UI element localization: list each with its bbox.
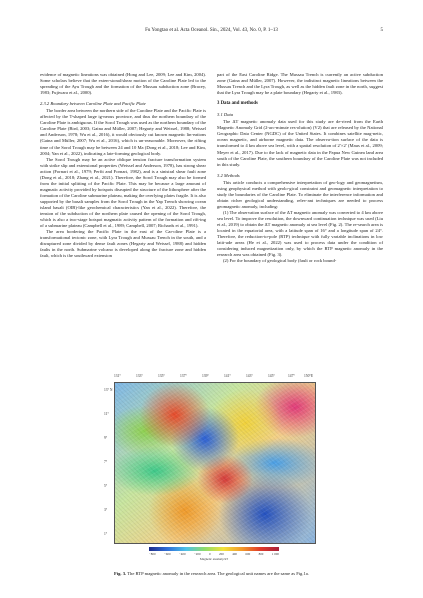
lon-label: 139° [202,374,209,378]
lon-label: 137° [180,374,187,378]
lon-label: 145° [268,374,275,378]
paragraph: evidence of magnetic lineations was obtained (Hong and Lee, 2009; Lee and Kim, 2004). Some scholars believe that the exten-sional/shear motion of the Caroline Plate led to the spreading of the Ayu Trough and the formation of the Mussau subduction zone (Bracey, 1983; Fujiwara et al., 2000). [40,72,206,96]
lon-label: 150°E [304,374,314,378]
paragraph: (1) The observation surface of the ΔT magnetic anomaly was converted to 4 km above sea level. To improve the resolution, the downward continuation technique was used (Liu et al., 2019) to obtain the ΔT magnetic anomaly at sea level (Fig. 2). The re-search area is located in the equatorial area, with a latitude span of 16° and a longitude span of 24°. Therefore, the reduction-to-pole (RTP) technique with fully variable inclinations in low latit-ude areas (He et al., 2022) was used to process data under the condition of considering induced magnetization only, by which the RTP magnetic anomaly in the research area was obtained (Fig. 3). [217,209,383,258]
lon-label: 141° [224,374,231,378]
lon-label: 147° [288,374,295,378]
lon-label: 133° [136,374,143,378]
lat-label: 7° [104,460,108,464]
caption-label: Fig. 3. [114,571,127,576]
figure-3 [104,364,324,568]
subsection-heading: 3.2 Methods [217,172,240,178]
lat-label: 9° [104,436,108,440]
lat-label: 13° N [104,388,113,392]
colorbar-unit: Magnetic anomaly/nT [199,557,229,561]
lat-label: 5° [104,484,108,488]
paragraph: This article conducts a comprehensive interpretation of geo-logy and geomagnetism, using geophysical method with geolo-gical constraint and geomagnetic interpretation to study the boundaries of the Caroline Plate. To eliminate the interference information and obtain richer geological understanding, relev-ant techniques are needed to process geomagnetic anomaly, including: [217,179,383,209]
lat-label: 11° [104,412,109,416]
lat-label: 1° [104,532,108,536]
paragraph: The ΔT magnetic anomaly data used for this study are de-rived from the Earth Magnetic Anomaly Grid (2-arc-minute res-olution) (V2) that are released by the National Geographic Data Center (NGDC) of the United States. It combines satellite mag-netic, ocean magnetic, and airborne magnetic data. The observa-tion surface of the data is transformed to 4 km above sea level, with a spatial resolution of 2′×2′ (Maus et al., 2009; Meyer et al., 2017). Due to the lack of magnetic data in the Papua New Guinea land area south of the Caroline Plate, the southern boundary of the Caroline Plate was not included in this study. [217,119,383,167]
lon-label: 131° [114,374,121,378]
rtp-magnetic-anomaly-map [114,382,316,544]
colorbar-tick: −200 [194,552,201,556]
colorbar-tick: −800 [149,552,156,556]
colorbar-tick: 200 [219,552,224,556]
section-heading: 2.3.2 Boundary between Caroline Plate and Pacific Plate [40,101,146,107]
colorbar-tick: −600 [164,552,171,556]
page-number: 5 [380,28,383,33]
subsection-heading: 3.1 Data [217,112,234,118]
colorbar-tick: 400 [232,552,237,556]
colorbar [149,547,279,551]
colorbar-tick: −400 [179,552,186,556]
colorbar-tick: 800 [258,552,264,556]
page-header [40,28,383,38]
paragraph: (2) For the boundary of geological body (fault or rock bound- [223,258,337,264]
caption-text: The RTP magnetic anomaly in the research area. The geological unit names are the same as Fig.1a. [127,571,309,576]
paragraph: part of the East Caroline Ridge. The Mussau Trench is currently an active subduction zone (Gaina and Müller, 2007). However, the indistinct magnetic lineations between the Mussau Trench and the Lyra Trough, as well as the hidden fault zone in the north, suggest that the Lyra Trough may be a plate boundary (Hegarty et al., 1983). [217,72,383,96]
paragraph: The border area between the northern side of the Caroline Plate and the Pacific Plate is affected by the T-shaped large ig-neous province, and thus the northern boundary of the Caroline Plate is ambiguous. If the Sorol Trough was used as the northern boundary of the Caroline Plate (Bird, 2003; Gaina and Müller, 2007; Hegarty and Weissel, 1988; Weissel and Anderson, 1978; Wu et al., 2016), it would obviously cut known magnetic lin-eations (Gaina and Müller, 2007; Wu et al., 2016), which is un-reasonable. Moreover, the rifting time of the Sorol Trough may be between 24 and 10 Ma (Dong et al., 2018; Lee and Kim, 2004; Yan et al., 2022), indicating a late-forming geological body. [40,108,206,156]
lat-label: 3° [104,508,108,512]
left-column [40,72,206,259]
lon-label: 143° [246,374,253,378]
running-title: Fu Yongtao et al. Acta Oceanol. Sin., 2024, Vol. 43, No. 0, P. 1–13 [145,28,278,33]
colorbar-tick: 600 [245,552,251,556]
lon-label: 135° [158,374,165,378]
paragraph: The area bordering the Pacific Plate in the east of the Car-oline Plate is a transformational tectonic zone, with Lyra Trough and Mussau Trench in the south, and a disruptured zone divided by dense fault zones (Hegarty and Weissel, 1988) and hidden faults in the north. Submarine volcano is developed along the fracture zone and hidden fault, which is the southward extension [40,229,206,259]
section-heading: 3 Data and methods [217,101,258,107]
paragraph: The Sorol Trough may be an active oblique tension fracture transformation system with strike slip and extensional properties (Weissel and Anderson, 1978), has strong shear action (Fornari et al., 1979; Perfit and Fornari, 1982), and is a sinistral shear fault zone (Dong et al., 2018; Zhang et al., 2021). Therefore, the Sorol Trough may also be formed from the initial splitting of the Pacific Plate. This may be because a large amount of magmatic activity provided by hotspots disrupted the structure of the lithosphere after the formation of the Caroline submarine plateau, making the overlying plates fragile. It is also supported by the basalt samples from the Sorol Trough in the Yap Trench showing ocean island basalt (OIB)-like geochemical characteristics (Yan et al., 2022). Therefore, the tension of the subduction of the northern plate caused the opening of the Sorol Trough, which is also a two-stage hotspot magmatic activity pattern of the formation and rift-ing of a submarine plateau (Campbell et al., 1989; Campbell, 2007; Richards et al., 1991). [40,156,206,229]
figure-caption [40,571,383,576]
colorbar-tick: 1 000 [271,552,279,556]
right-column [217,72,383,264]
colorbar-tick: 0 [209,552,211,556]
